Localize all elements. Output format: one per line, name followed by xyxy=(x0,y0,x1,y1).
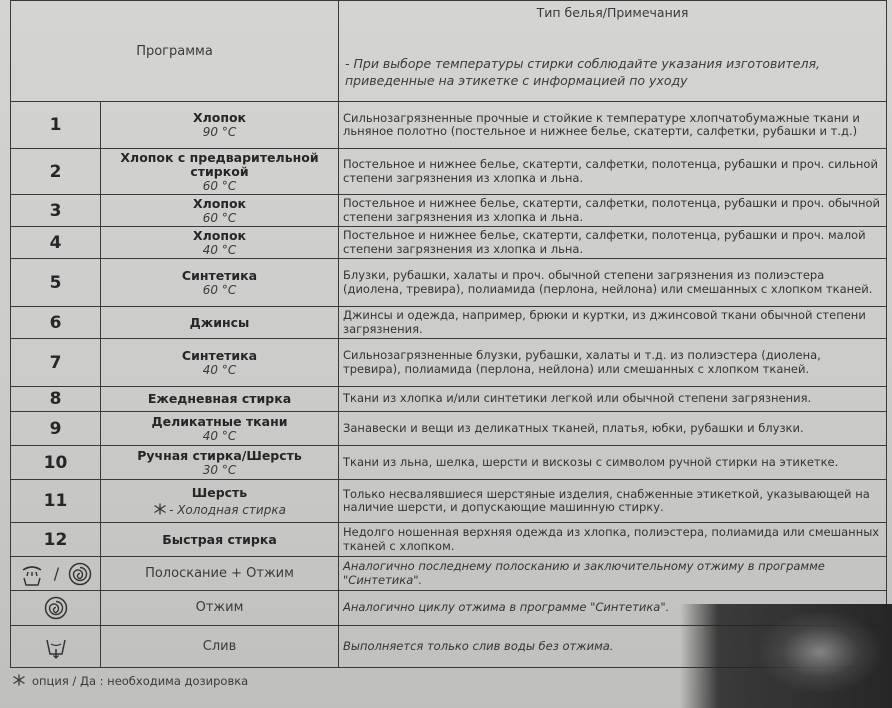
program-name: Хлопок xyxy=(192,227,247,243)
program-number: 2 xyxy=(11,149,101,195)
footnote xyxy=(12,674,248,688)
program-cell xyxy=(101,339,339,387)
program-description: Ткани из льна, шелка, шерсти и вискозы с символом ручной стирки на этикетке. xyxy=(339,446,887,480)
program-number: 7 xyxy=(11,339,101,387)
cold-wash-label: - Холодная стирка xyxy=(169,502,286,517)
program-description: Постельное и нижнее белье, скатерти, салфетки, полотенца, рубашки и проч. обычной степени загрязнения из хлопка и льна. xyxy=(339,195,887,227)
program-cell xyxy=(101,102,339,149)
program-name: Полоскание + Отжим xyxy=(101,557,339,591)
spin-icon-cell xyxy=(11,591,101,626)
program-description: Ткани из хлопка и/или синтетики легкой или обычной степени загрязнения. xyxy=(339,387,887,412)
program-description: Недолго ношенная верхняя одежда из хлопка, полиэстера, полиамида или смешанных тканей с хлопком. xyxy=(339,523,887,557)
program-description: Постельное и нижнее белье, скатерти, салфетки, полотенца, рубашки и проч. сильной степени загрязнения из хлопка и льна. xyxy=(339,149,887,195)
program-name: Слив xyxy=(101,626,339,668)
table-row xyxy=(11,446,887,480)
program-temp: 40 °C xyxy=(202,242,237,257)
program-name: Синтетика xyxy=(181,267,258,283)
program-cell xyxy=(101,480,339,523)
program-cell xyxy=(101,195,339,227)
spin-icon xyxy=(44,596,68,620)
program-number: 8 xyxy=(11,387,101,412)
program-name: Ручная стирка/Шерсть xyxy=(137,447,302,463)
table-row xyxy=(11,412,887,446)
photo-glare xyxy=(760,612,880,692)
drain-icon-cell xyxy=(11,626,101,668)
program-description: Блузки, рубашки, халаты и проч. обычной степени загрязнения из полиэстера (диолена, тревира), полиамида (перлона, нейлона) или смешанных с хлопком тканей. xyxy=(339,259,887,307)
program-number: 12 xyxy=(11,523,101,557)
icon-separator: / xyxy=(53,564,60,583)
program-name: Ежедневная стирка xyxy=(147,391,292,406)
program-cell xyxy=(101,387,339,412)
program-name: Быстрая стирка xyxy=(162,531,277,547)
rinse-icon xyxy=(19,561,45,587)
program-cell xyxy=(101,523,339,557)
program-table xyxy=(10,0,887,668)
table-row xyxy=(11,195,887,227)
program-temp: 60 °C xyxy=(202,210,237,225)
program-number: 11 xyxy=(11,480,101,523)
footnote-text: опция / Да : необходима дозировка xyxy=(32,674,249,688)
program-name: Шерсть xyxy=(191,484,248,500)
table-row xyxy=(11,480,887,523)
table-row xyxy=(11,259,887,307)
header-program-label: Программа xyxy=(136,43,213,59)
table-row xyxy=(11,339,887,387)
program-number: 6 xyxy=(11,307,101,339)
spin-icon xyxy=(68,562,92,586)
program-cell xyxy=(101,412,339,446)
table-row xyxy=(11,523,887,557)
header-note: - При выборе температуры стирки соблюдайте указания изготовителя, приведенные на этикетке с информацией по уходу xyxy=(345,56,820,88)
star-asterisk-icon xyxy=(153,503,167,515)
program-table-frame xyxy=(10,0,886,667)
program-description: Аналогично последнему полосканию и заключительному отжиму в программе "Синтетика". xyxy=(339,557,887,591)
table-row xyxy=(11,307,887,339)
table-row xyxy=(11,387,887,412)
cold-wash-note xyxy=(153,503,286,517)
program-description: Сильнозагрязненные прочные и стойкие к температуре хлопчатобумажные ткани и льняное полотно (постельное и нижнее белье, скатерти, салфетки, рубашки и т.д.) xyxy=(339,102,887,149)
program-description: Только несвалявшиеся шерстяные изделия, снабженные этикеткой, указывающей на наличие шерсти, и допускающие машинную стирку. xyxy=(339,480,887,523)
table-row xyxy=(11,102,887,149)
program-description: Джинсы и одежда, например, брюки и куртки, из джинсовой ткани обычной степени загрязнения. xyxy=(339,307,887,339)
program-number: 1 xyxy=(11,102,101,149)
program-number: 3 xyxy=(11,195,101,227)
table-row xyxy=(11,149,887,195)
program-temp: 40 °C xyxy=(202,362,237,377)
program-description: Сильнозагрязненные блузки, рубашки, халаты и т.д. из полиэстера (диолена, тревира), полиамида (перлона, нейлона) или смешанных с хлопком тканей. xyxy=(339,339,887,387)
header-program xyxy=(11,1,339,102)
program-cell xyxy=(101,307,339,339)
program-temp: 60 °C xyxy=(202,178,237,193)
program-temp: 90 °C xyxy=(202,125,237,139)
rinse-spin-icons xyxy=(11,557,101,591)
program-cell xyxy=(101,259,339,307)
program-name: Синтетика xyxy=(181,347,258,363)
program-cell xyxy=(101,446,339,480)
program-description: Занавески и вещи из деликатных тканей, платья, юбки, рубашки и блузки. xyxy=(339,412,887,446)
program-name: Деликатные ткани xyxy=(151,413,288,429)
table-header-row xyxy=(11,1,887,102)
program-cell xyxy=(101,227,339,259)
table-row xyxy=(11,557,887,591)
header-type xyxy=(339,1,887,102)
drain-icon xyxy=(44,635,68,659)
program-name: Хлопок с предварительной стиркой xyxy=(120,149,319,179)
header-type-label: Тип белья/Примечания xyxy=(536,5,689,20)
star-asterisk-icon xyxy=(12,674,26,686)
program-number: 5 xyxy=(11,259,101,307)
program-description: Постельное и нижнее белье, скатерти, салфетки, полотенца, рубашки и проч. малой степени загрязнения из хлопка и льна. xyxy=(339,227,887,259)
program-number: 9 xyxy=(11,412,101,446)
program-number: 10 xyxy=(11,446,101,480)
program-temp: 40 °C xyxy=(202,428,237,443)
program-name: Хлопок xyxy=(192,110,247,125)
program-description: Аналогично циклу отжима в программе "Синтетика". xyxy=(339,591,887,626)
program-number: 4 xyxy=(11,227,101,259)
program-temp: 60 °C xyxy=(202,282,237,297)
program-description: Выполняется только слив воды без отжима. xyxy=(339,626,887,668)
table-row xyxy=(11,227,887,259)
program-temp: 30 °C xyxy=(202,462,237,477)
program-name: Хлопок xyxy=(192,195,247,211)
program-name: Джинсы xyxy=(189,314,250,330)
program-cell xyxy=(101,149,339,195)
program-name: Отжим xyxy=(101,591,339,626)
